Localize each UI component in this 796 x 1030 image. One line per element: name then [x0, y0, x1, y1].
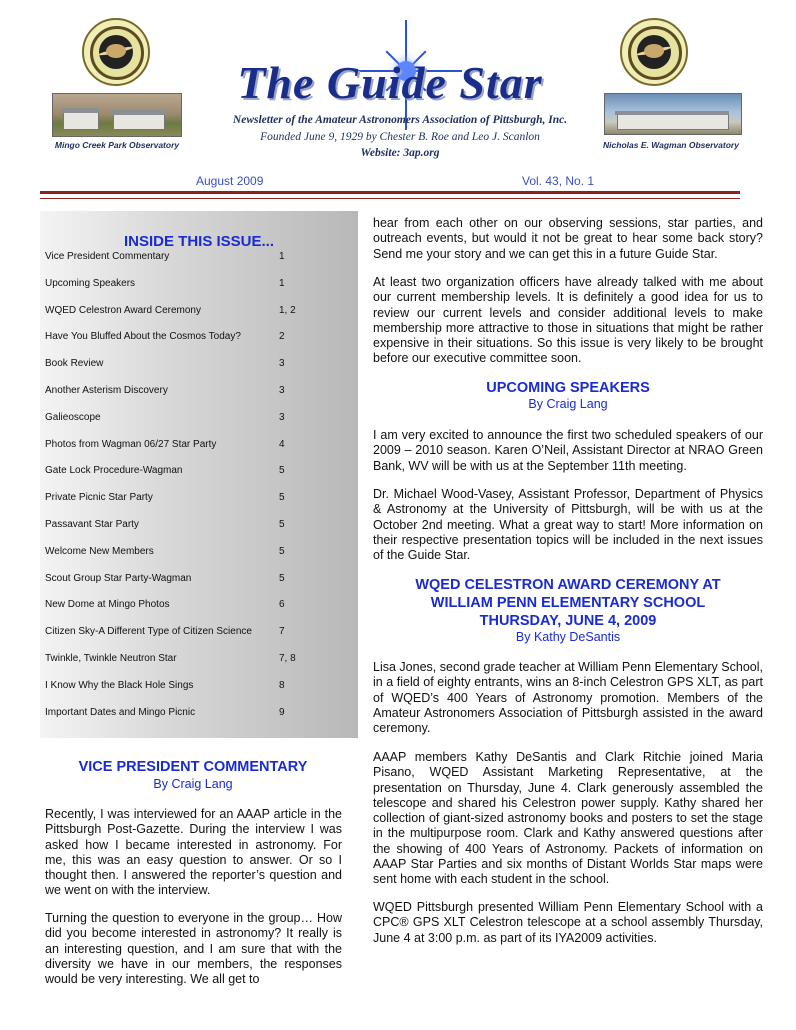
- toc-item: [45, 573, 335, 589]
- vp-commentary-para-2: Turning the question to everyone in the group… How did you become interested in astronomy? It really is an interesting question, and I am sure that with the diversity we have in our members, the responses would be very interesting. We all get to: [45, 911, 342, 987]
- inside-this-issue-box: [40, 211, 358, 738]
- toc-item-title: Citizen Sky-A Different Type of Citizen Science: [45, 626, 252, 638]
- toc-item: [45, 599, 335, 615]
- toc-item-title: Private Picnic Star Party: [45, 492, 153, 504]
- toc-item: [45, 278, 335, 294]
- toc-item: [45, 439, 335, 455]
- toc-item: [45, 492, 335, 508]
- toc-item-title: Upcoming Speakers: [45, 277, 136, 289]
- aaap-seal-left: [82, 18, 150, 86]
- aaap-seal-right: [620, 18, 688, 86]
- issue-volume: Vol. 43, No. 1: [522, 174, 595, 188]
- vp-commentary-para-3: hear from each other on our observing sessions, star parties, and outreach events, but would it not be great to hear some back story? Send me your story and we can get this in a future Guide Star.: [373, 216, 763, 261]
- header-rule: [40, 191, 740, 194]
- website-line: Website: 3ap.org: [360, 147, 440, 159]
- toc-item-title: Gate Lock Procedure-Wagman: [45, 465, 183, 477]
- toc-item: [45, 385, 335, 401]
- wagman-observatory-photo: [604, 93, 742, 135]
- toc-item-title: New Dome at Mingo Photos: [45, 599, 170, 611]
- toc-item-page: 8: [279, 679, 285, 691]
- toc-item: [45, 707, 335, 723]
- founding-line: Founded June 9, 1929 by Chester B. Roe and Leo J. Scanlon: [260, 131, 540, 143]
- toc-item-page: 7, 8: [279, 653, 296, 664]
- toc-item-title: Another Asterism Discovery: [45, 385, 168, 396]
- vp-commentary-byline: By Craig Lang: [153, 777, 233, 791]
- toc-item-title: I Know Why the Black Hole Sings: [45, 679, 194, 691]
- toc-item: [45, 331, 335, 347]
- toc-heading: INSIDE THIS ISSUE...: [123, 233, 275, 250]
- upcoming-speakers-para-2: Dr. Michael Wood-Vasey, Assistant Professor, Department of Physics & Astronomy at the University of Pittsburgh, will be with us at the October 2nd meeting. What a great way to start! More information on their respective presentation topics will be included in the next issues of the Guide Star.: [373, 487, 763, 563]
- vp-commentary-heading: VICE PRESIDENT COMMENTARY: [78, 759, 308, 775]
- wqed-heading-line-1: WQED CELESTRON AWARD CEREMONY AT: [415, 577, 721, 593]
- toc-item-page: 9: [279, 706, 285, 718]
- toc-item-page: 2: [279, 331, 285, 343]
- toc-item: [45, 626, 335, 642]
- toc-item-page: 3: [279, 411, 285, 423]
- newsletter-title: The Guide Star: [237, 57, 543, 108]
- toc-item-page: 5: [279, 572, 285, 584]
- upcoming-speakers-byline: By Craig Lang: [528, 397, 608, 411]
- vp-commentary-para-4: At least two organization officers have already talked with me about our current membership levels. It is definitely a good idea for us to review our current levels and consider additional levels to make membership more attractive to those in situations that might be rather expensive in their situations. So this issue is very likely to be brought before our executive committee soon.: [373, 275, 763, 366]
- toc-item-page: 6: [279, 599, 285, 611]
- toc-item-title: Book Review: [45, 358, 104, 370]
- toc-item-page: 5: [279, 492, 285, 504]
- newsletter-subtitle: Newsletter of the Amateur Astronomers Association of Pittsburgh, Inc.: [232, 114, 568, 126]
- toc-item-page: 3: [279, 358, 285, 370]
- toc-item-page: 5: [279, 545, 285, 557]
- wqed-heading-line-2: WILLIAM PENN ELEMENTARY SCHOOL: [430, 595, 706, 611]
- toc-item-page: 1: [279, 251, 285, 262]
- header-rule-thin: [40, 198, 740, 199]
- toc-item: [45, 546, 335, 562]
- toc-item-page: 4: [279, 438, 285, 450]
- right-observatory-caption: Nicholas E. Wagman Observatory: [603, 140, 739, 150]
- toc-item-title: Important Dates and Mingo Picnic: [45, 706, 196, 718]
- toc-item-title: Passavant Star Party: [45, 519, 139, 530]
- toc-item-title: Scout Group Star Party-Wagman: [45, 572, 192, 584]
- toc-item: [45, 653, 335, 669]
- mingo-creek-observatory-photo: [52, 93, 182, 137]
- toc-item-title: Vice President Commentary: [45, 251, 170, 262]
- toc-item-title: Have You Bluffed About the Cosmos Today?: [45, 331, 241, 343]
- vp-commentary-para-1: Recently, I was interviewed for an AAAP article in the Pittsburgh Post-Gazette. During the interview I was asked how I became interested in astronomy. For me, this was an easy question to answer. Or so I thought then. I answered the reporter’s question and we went on with the interview.: [45, 807, 342, 898]
- upcoming-speakers-para-1: I am very excited to announce the first two scheduled speakers of our 2009 – 2010 season. Karen O’Neil, Assistant Director at NRAO Green Bank, WV will be with us at the September 11th meeting.: [373, 428, 763, 473]
- toc-item-page: 1: [279, 277, 285, 289]
- toc-item: [45, 519, 335, 535]
- toc-item-page: 1, 2: [279, 304, 296, 316]
- toc-item-title: WQED Celestron Award Ceremony: [45, 304, 201, 316]
- toc-item-title: Welcome New Members: [45, 545, 154, 557]
- toc-item-page: 3: [279, 385, 285, 396]
- toc-item-page: 5: [279, 465, 285, 477]
- wqed-para-3: WQED Pittsburgh presented William Penn Elementary School with a CPC® GPS XLT Celestron telescope at a school assembly Thursday, June 4 at 3:00 p.m. as part of its IYA2009 activities.: [373, 900, 763, 945]
- toc-item-title: Photos from Wagman 06/27 Star Party: [45, 438, 217, 450]
- wqed-para-1: Lisa Jones, second grade teacher at William Penn Elementary School, in a field of eighty entrants, wins an 8-inch Celestron GPS XLT, as part of WQED’s 400 Years of Astronomy promotion. Members of the Amateur Astronomers Association of Pittsburgh assisted in the award ceremony.: [373, 660, 763, 736]
- toc-item: [45, 680, 335, 696]
- toc-item: [45, 358, 335, 374]
- toc-item: [45, 305, 335, 321]
- toc-item: [45, 465, 335, 481]
- toc-item-page: 7: [279, 626, 285, 638]
- wqed-byline: By Kathy DeSantis: [515, 630, 621, 644]
- toc-item: [45, 412, 335, 428]
- issue-date: August 2009: [196, 174, 264, 188]
- toc-item: [45, 251, 335, 267]
- upcoming-speakers-heading: UPCOMING SPEAKERS: [486, 380, 650, 396]
- wqed-para-2: AAAP members Kathy DeSantis and Clark Ritchie joined Maria Pisano, WQED Assistant Marketing Representative, at the presentation on Thursday, June 4. Clark generously assembled the telescope and shared his Celestron power supply. Kathy shared her collection of giant-sized astronomy books and posters to set the stage in the multipurpose room. Clark and Kathy answered questions after the showing of 400 Years of Astronomy. Packets of information on AAAP Star Parties and six months of Distant Worlds Star maps were sent home with each student in the school.: [373, 750, 763, 887]
- toc-item-title: Twinkle, Twinkle Neutron Star: [45, 653, 177, 664]
- wqed-heading-line-3: THURSDAY, JUNE 4, 2009: [479, 613, 657, 629]
- toc-item-page: 5: [279, 519, 285, 530]
- toc-item-title: Galieoscope: [45, 411, 101, 423]
- left-observatory-caption: Mingo Creek Park Observatory: [54, 140, 180, 150]
